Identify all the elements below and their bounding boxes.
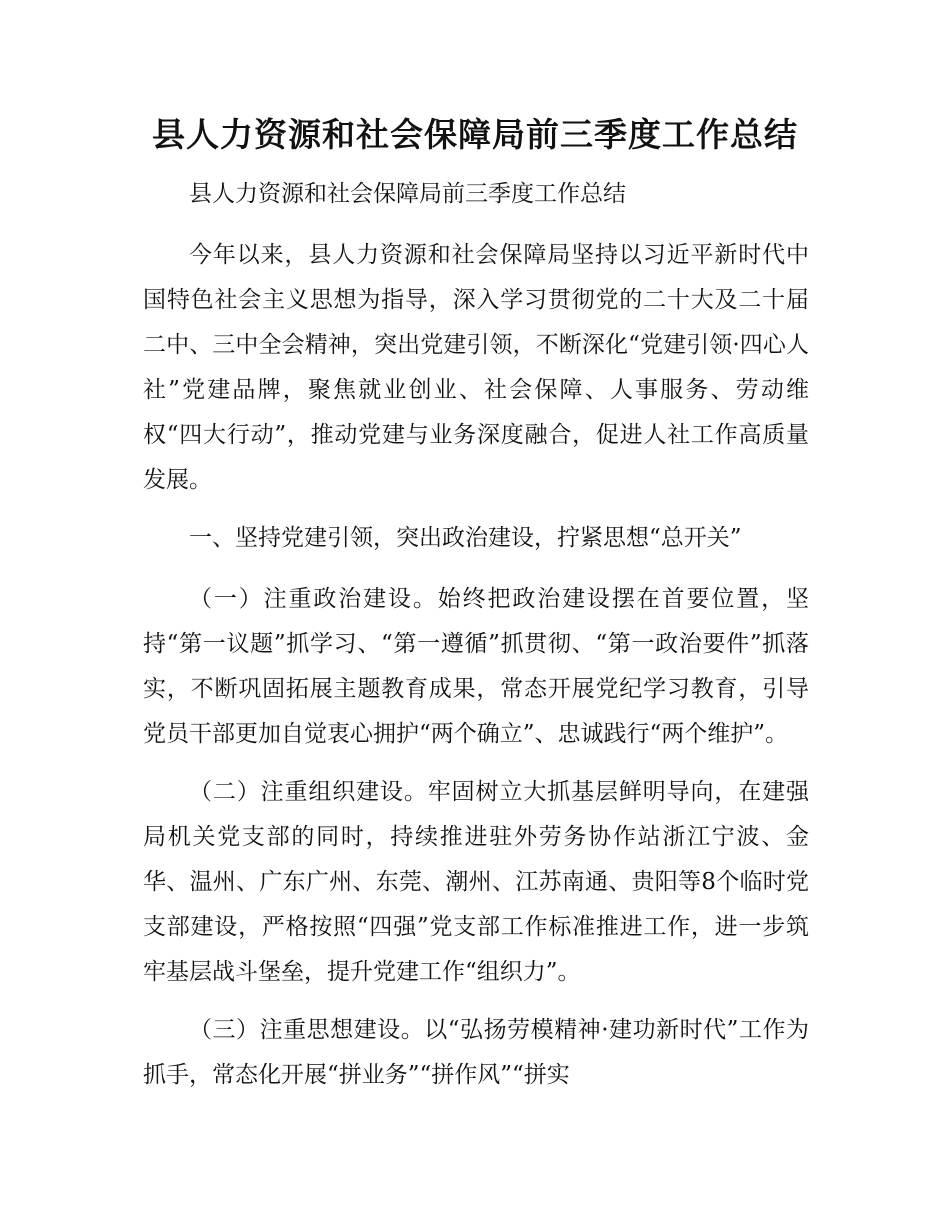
document-subtitle: 县人力资源和社会保障局前三季度工作总结 xyxy=(189,181,626,207)
section-heading-1: 一、坚持党建引领，突出政治建设，拧紧思想“总开关” xyxy=(189,525,742,551)
document-title: 县人力资源和社会保障局前三季度工作总结 xyxy=(152,115,798,154)
subsection-paragraph-2: （二）注重组织建设。牢固树立大抓基层鲜明导向，在建强局机关党支部的同时，持续推进驻外劳务协作站浙江宁波、金华、温州、广东广州、东莞、潮州、江苏南通、贵阳等8个临时党支部建设，严格按照“四强”党支部工作标准推进工作，进一步筑牢基层战斗堡垒，提升党建工作“组织力”。 xyxy=(143,779,809,985)
subsection-paragraph-3: （三）注重思想建设。以“弘扬劳模精神·建功新时代”工作为抓手，常态化开展“拼业务”“拼作风”“拼实 xyxy=(143,1017,809,1088)
intro-paragraph: 今年以来，县人力资源和社会保障局坚持以习近平新时代中国特色社会主义思想为指导，深入学习贯彻党的二十大及二十届二中、三中全会精神，突出党建引领，不断深化“党建引领·四心人社”党建品牌，聚焦就业创业、社会保障、人事服务、劳动维权“四大行动”，推动党建与业务深度融合，促进人社工作高质量发展。 xyxy=(143,242,809,493)
document-body xyxy=(143,172,809,1111)
subsection-paragraph-1: （一）注重政治建设。始终把政治建设摆在首要位置，坚持“第一议题”抓学习、“第一遵循”抓贯彻、“第一政治要件”抓落实，不断巩固拓展主题教育成果，常态开展党纪学习教育，引导党员干部更加自觉衷心拥护“两个确立”、忠诚践行“两个维护”。 xyxy=(143,586,809,747)
